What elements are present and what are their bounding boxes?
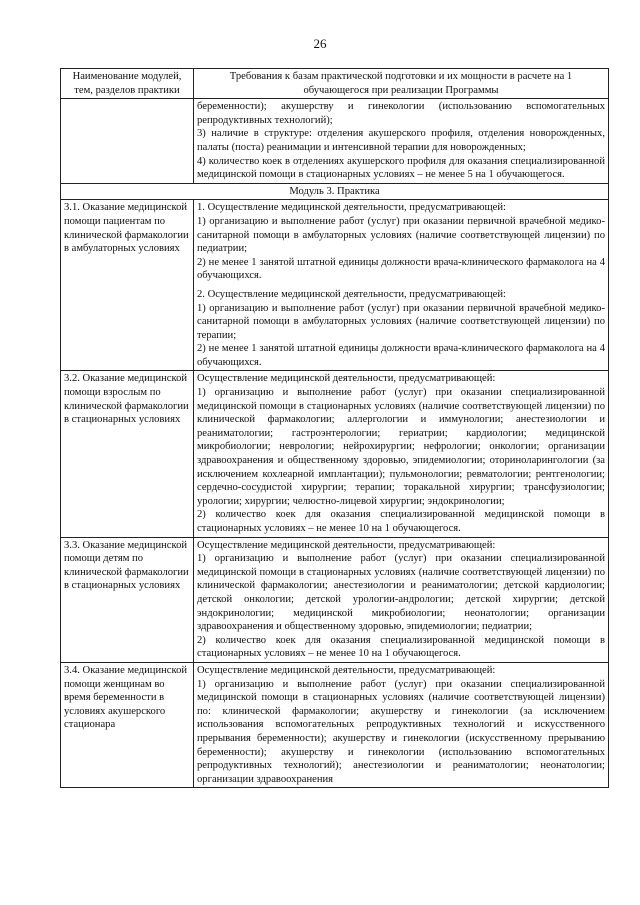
table-header-row <box>61 69 609 99</box>
topic-requirements <box>194 662 609 787</box>
requirement-line: 1) организацию и выполнение работ (услуг) при оказании специализированной медицинской помощи в стационарных условиях (наличие соответствующей лицензии) по: клинической фармакологии; акушерству и гинекологии (за исключением использования вспомогательных репродуктивных технологий и искусственного прерывания беременности); акушерству и гинекологии (искусственному прерыванию беременности); акушерству и гинекологии (использованию вспомогательных репродуктивных технологий); анестезиологии и реаниматологии; неонатологии; организации здравоохранения <box>197 678 605 785</box>
header-requirements-column: Требования к базам практической подготовки и их мощности в расчете на 1 обучающегося при реализации Программы <box>194 69 609 99</box>
requirement-block <box>197 201 605 283</box>
requirements-table <box>60 68 609 788</box>
header-modules-column: Наименование модулей, тем, разделов практики <box>61 69 194 99</box>
continued-row <box>61 99 609 184</box>
page-number: 26 <box>313 36 327 51</box>
table-row <box>61 371 609 537</box>
topic-name: 3.3. Оказание медицинской помощи детям по клинической фармакологии в стационарных условиях <box>61 537 194 662</box>
topic-requirements <box>194 371 609 537</box>
requirement-line: 1) организацию и выполнение работ (услуг) при оказании специализированной медицинской помощи в стационарных условиях (наличие соответствующей лицензии) по клинической фармакологии; аллергологии и иммунологии; анестезиологии и реаниматологии; гастроэнтерологии; гериатрии; кардиологии; медицинской микробиологии; неврологии; нейрохирургии; нефрологии; онкологии; организации здравоохранения и общественному здоровью, эпидемиологии; оториноларингологии (за исключением кохлеарной имплантации); пульмонологии; ревматологии; рентгенологии; сердечно-сосудистой хирургии; терапии; торакальной хирургии; трансфузиологии; урологии; хирургии; челюстно-лицевой хирургии; эндокринологии; <box>197 387 605 507</box>
table-row <box>61 662 609 787</box>
topic-name: 3.2. Оказание медицинской помощи взрослым по клинической фармакологии в стационарных условиях <box>61 371 194 537</box>
continued-paragraph: 3) наличие в структуре: отделения акушерского профиля, отделения новорожденных, палаты (поста) реанимации и интенсивной терапии для новорожденных; <box>197 128 605 153</box>
requirement-line: 2. Осуществление медицинской деятельности, предусматривающей: <box>197 288 506 300</box>
requirement-line: Осуществление медицинской деятельности, предусматривающей: <box>197 373 496 385</box>
requirement-line: Осуществление медицинской деятельности, предусматривающей: <box>197 539 496 551</box>
requirement-line: 2) не менее 1 занятой штатной единицы должности врача-клинического фармаколога на 4 обучающихся. <box>197 343 605 368</box>
requirement-line: 1) организацию и выполнение работ (услуг) при оказании специализированной медицинской помощи в стационарных условиях (наличие соответствующей лицензии) по клинической фармакологии; анестезиологии и реаниматологии; детской кардиологии; детской онкологии; детской урологии-андрологии; детской хирургии; детской эндокринологии; медицинской микробиологии; неонатологии; организации здравоохранения и общественному здоровью, эпидемиологии; педиатрии; <box>197 553 605 633</box>
continued-name-cell <box>61 99 194 184</box>
topic-name: 3.4. Оказание медицинской помощи женщинам во время беременности в условиях акушерского стационара <box>61 662 194 787</box>
requirement-line: Осуществление медицинской деятельности, предусматривающей: <box>197 664 496 676</box>
continued-paragraph: беременности); акушерству и гинекологии (использованию вспомогательных репродуктивных технологий); <box>197 101 605 126</box>
topic-requirements <box>194 200 609 371</box>
topic-requirements <box>194 537 609 662</box>
topic-name: 3.1. Оказание медицинской помощи пациентам по клинической фармакологии в амбулаторных условиях <box>61 200 194 371</box>
table-row <box>61 537 609 662</box>
requirement-line: 1. Осуществление медицинской деятельности, предусматривающей: <box>197 202 506 214</box>
module-title: Модуль 3. Практика <box>61 183 609 200</box>
table-row <box>61 200 609 371</box>
continued-paragraph: 4) количество коек в отделениях акушерского профиля для оказания специализированной медицинской помощи в стационарных условиях – не менее 5 на 1 обучающегося. <box>197 155 605 181</box>
requirement-block <box>197 288 605 370</box>
requirement-line: 1) организацию и выполнение работ (услуг) при оказании первичной врачебной медико-санитарной помощи в амбулаторных условиях (наличие соответствующей лицензии) по педиатрии; <box>197 215 605 255</box>
requirement-line: 2) не менее 1 занятой штатной единицы должности врача-клинического фармаколога на 4 обучающихся. <box>197 256 605 282</box>
requirement-line: 2) количество коек для оказания специализированной медицинской помощи в стационарных условиях – не менее 10 на 1 обучающегося. <box>197 634 605 660</box>
continued-requirements-cell <box>194 99 609 184</box>
requirement-line: 2) количество коек для оказания специализированной медицинской помощи в стационарных условиях – не менее 10 на 1 обучающегося. <box>197 509 605 534</box>
module-heading-row <box>61 183 609 200</box>
requirement-line: 1) организацию и выполнение работ (услуг) при оказании первичной врачебной медико-санитарной помощи в амбулаторных условиях (наличие соответствующей лицензии) по терапии; <box>197 302 605 341</box>
